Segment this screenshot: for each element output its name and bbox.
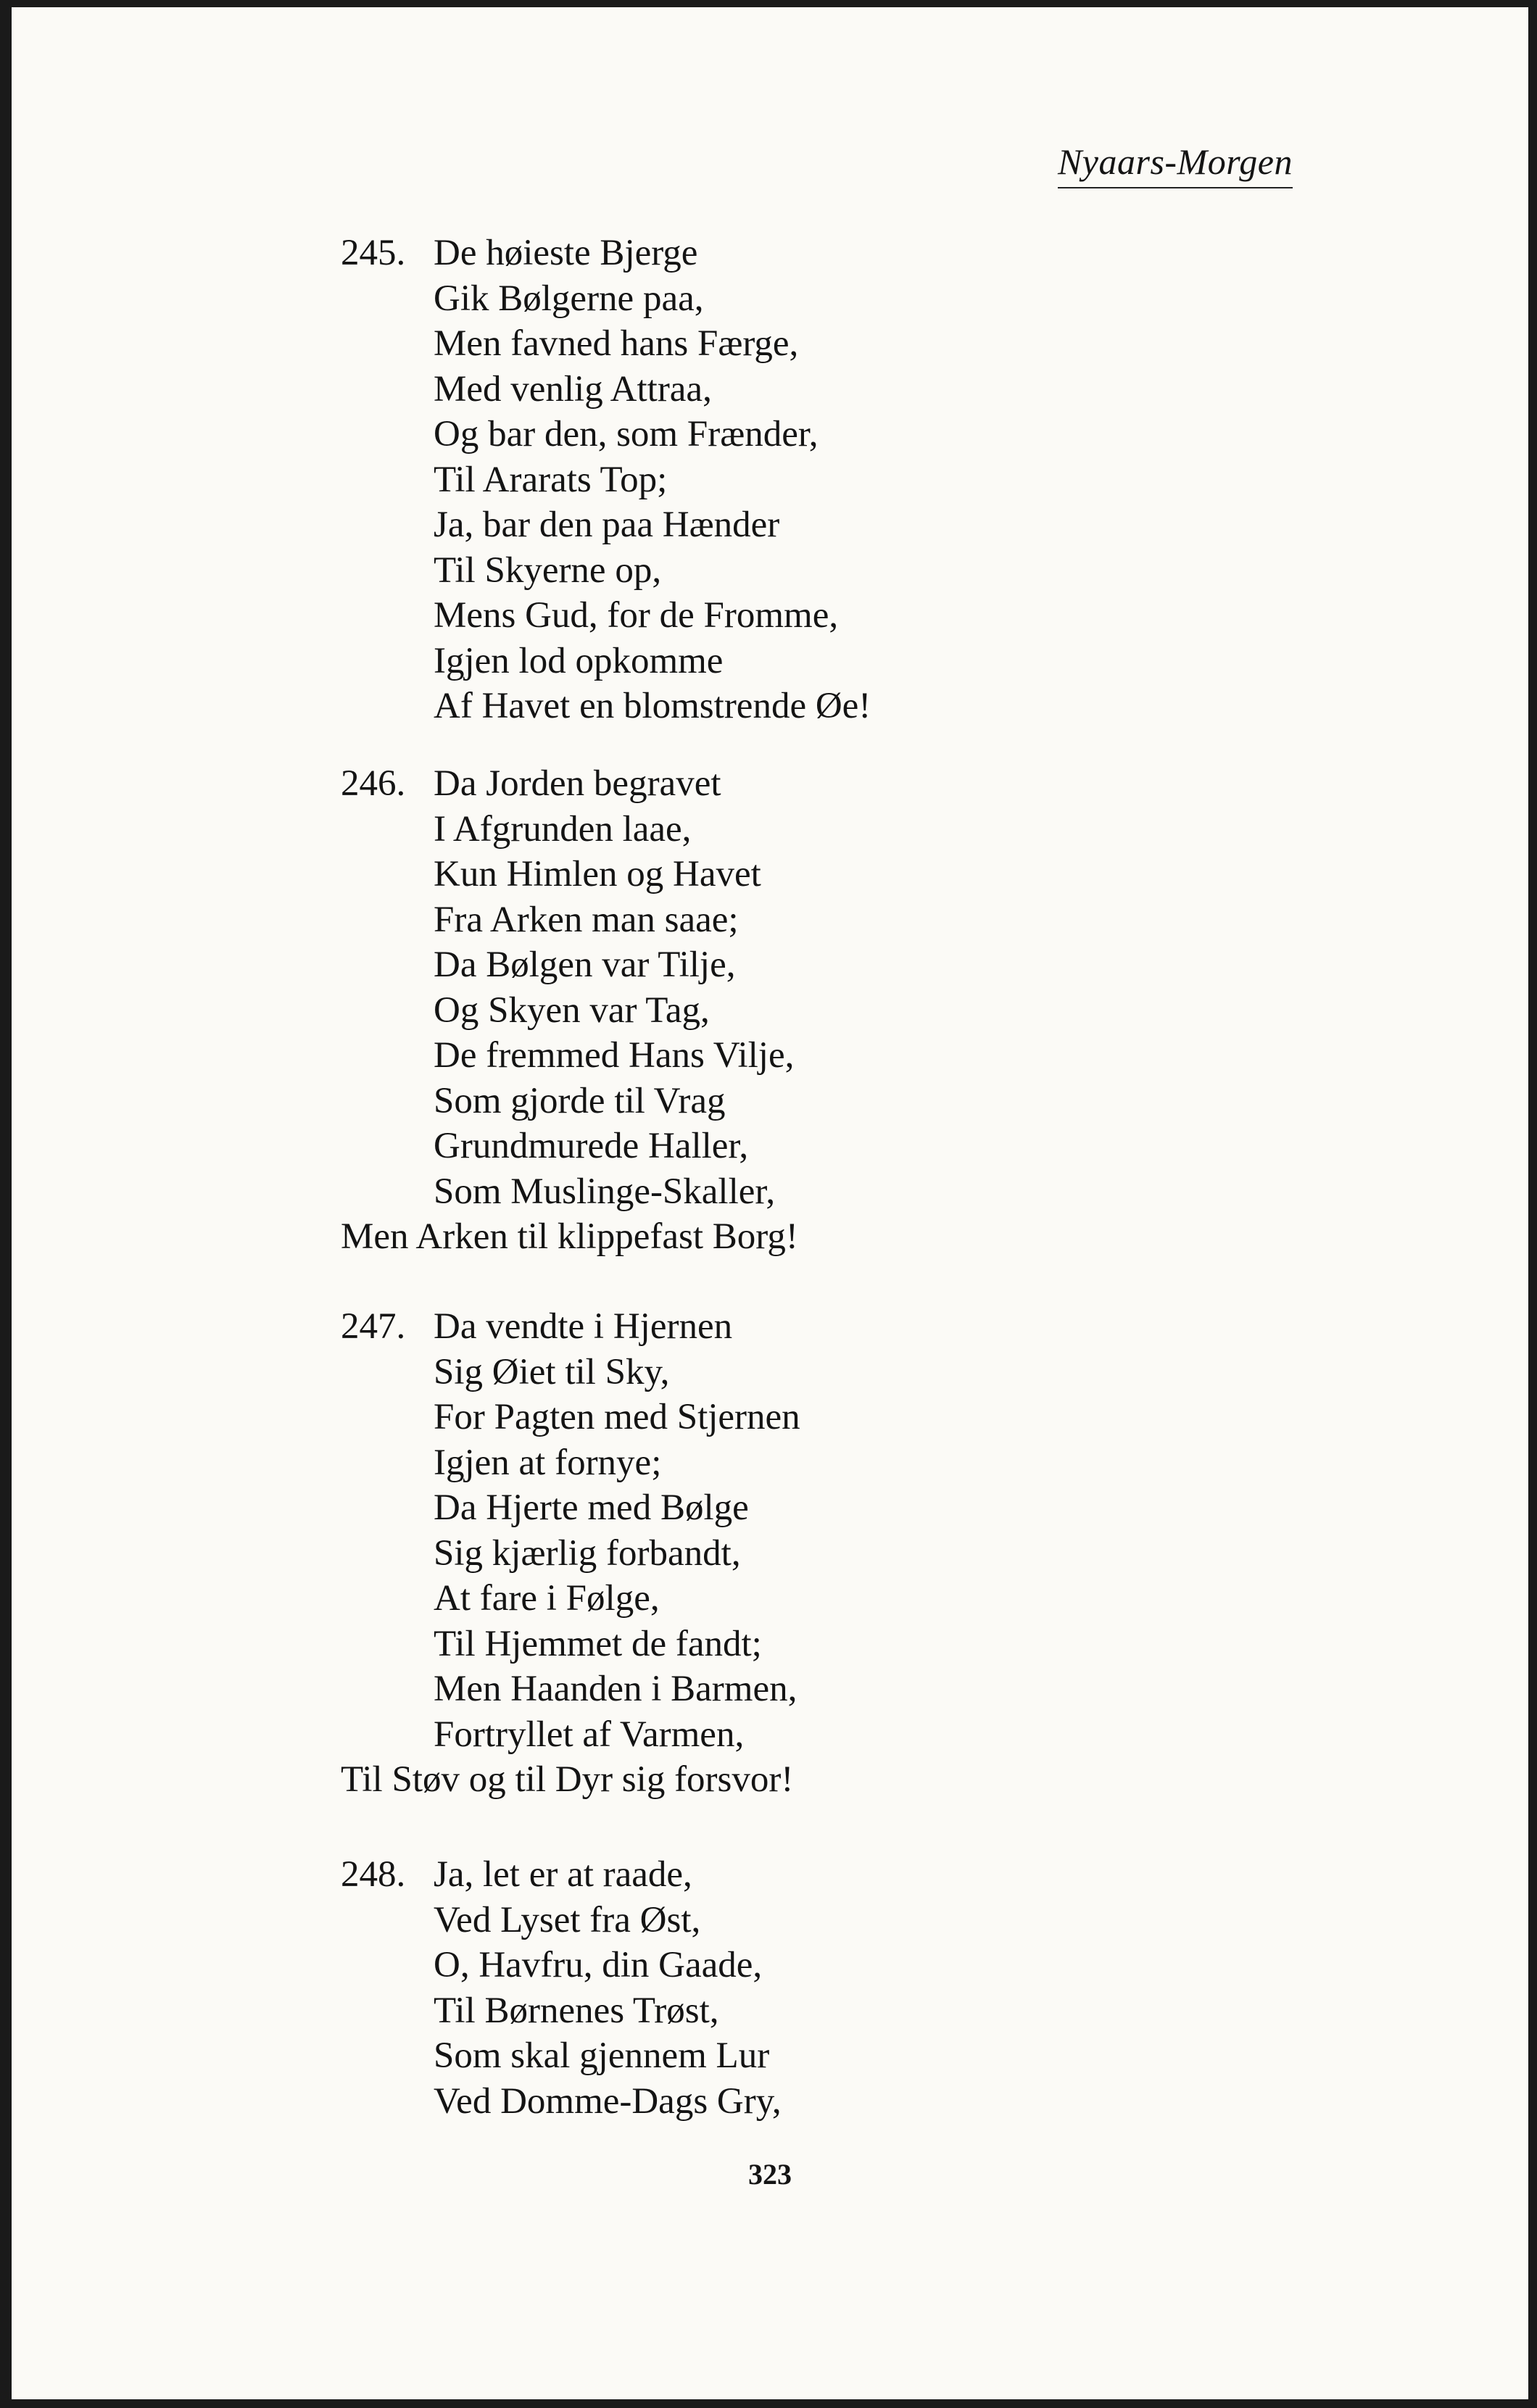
verse-line: Og bar den, som Frænder, [434,414,819,454]
verse-line: For Pagten med Stjernen [434,1397,800,1437]
stanza-number: 245. [341,233,406,273]
verse-line: Men Arken til klippefast Borg! [341,1216,798,1257]
verse-line: Fortryllet af Varmen, [434,1714,745,1755]
running-head: Nyaars-Morgen [1058,141,1293,188]
stanza-number: 247. [341,1306,406,1347]
verse-line: Til Skyerne op, [434,549,662,591]
stanza-number: 246. [341,763,406,804]
verse-line: Grundmurede Haller, [434,1126,749,1166]
book-page [12,7,1528,2399]
verse-line: Sig Øiet til Sky, [434,1351,670,1392]
verse-line: De fremmed Hans Vilje, [434,1035,795,1076]
verse-line: Til Ararats Top; [434,459,668,500]
verse-line: Sig kjærlig forbandt, [434,1532,741,1574]
verse-line: Fra Arken man saae; [434,899,739,940]
verse-line: Som skal gjennem Lur [434,2035,770,2076]
verse-line: Ja, let er at raade, [434,1854,692,1895]
verse-line: Af Havet en blomstrende Øe! [434,686,871,726]
verse-line: Da Jorden begravet [434,763,721,804]
verse-line: At fare i Følge, [434,1578,660,1619]
verse-line: I Afgrunden laae, [434,808,692,850]
verse-line: De høieste Bjerge [434,233,698,273]
verse-line: Ved Lyset fra Øst, [434,1899,701,1940]
verse-line: Mens Gud, for de Fromme, [434,595,839,636]
verse-line: Og Skyen var Tag, [434,989,710,1031]
verse-line: Til Hjemmet de fandt; [434,1623,762,1664]
verse-line: Da Bølgen var Tilje, [434,944,736,985]
verse-line: Da Hjerte med Bølge [434,1487,749,1528]
verse-line: O, Havfru, din Gaade, [434,1945,763,1985]
verse-line: Men Haanden i Barmen, [434,1669,798,1709]
verse-line: Som Muslinge-Skaller, [434,1171,776,1212]
verse-line: Som gjorde til Vrag [434,1080,726,1121]
verse-line: Til Støv og til Dyr sig forsvor! [341,1759,794,1800]
verse-line: Kun Himlen og Havet [434,854,761,894]
page-number: 323 [748,2158,792,2191]
verse-line: Ved Domme-Dags Gry, [434,2080,782,2122]
verse-line: Til Børnenes Trøst, [434,1990,719,2031]
verse-line: Ja, bar den paa Hænder [434,505,780,545]
verse-line: Igjen at fornye; [434,1442,662,1483]
verse-line: Da vendte i Hjernen [434,1306,733,1347]
stanza-number: 248. [341,1854,406,1895]
verse-line: Men favned hans Færge, [434,323,799,364]
verse-line: Igjen lod opkomme [434,640,724,681]
verse-line: Med venlig Attraa, [434,368,712,410]
verse-line: Gik Bølgerne paa, [434,278,704,319]
